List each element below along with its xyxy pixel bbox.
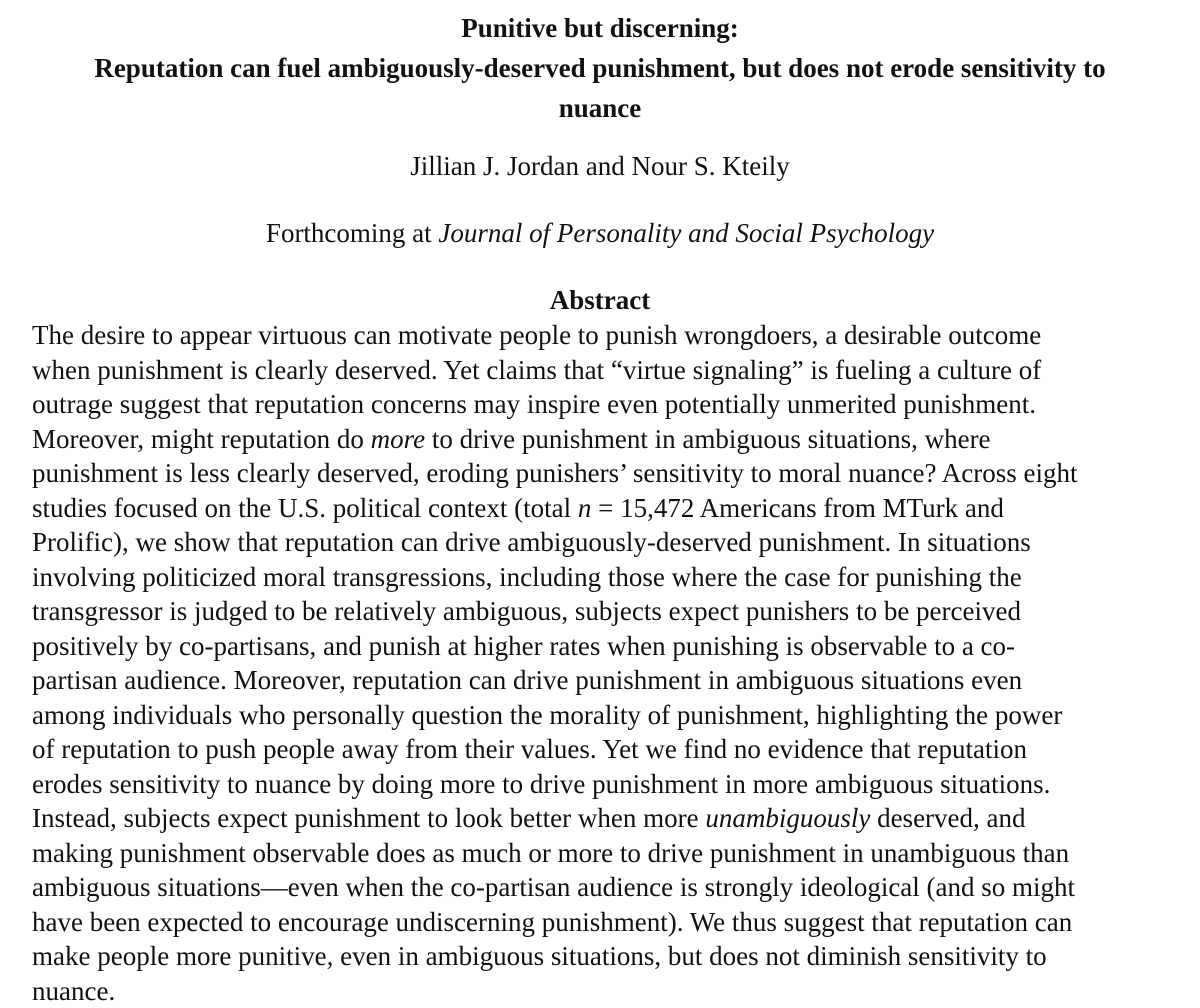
abstract-line: nuance. [32,974,1182,1008]
abstract-line [32,491,1182,526]
abstract-line: partisan audience. Moreover, reputation can drive punishment in ambiguous situations even [32,663,1182,698]
abstract-line: ambiguous situations—even when the co-partisan audience is strongly ideological (and so might [32,870,1182,905]
abstract-heading: Abstract [0,282,1200,318]
abstract-line: have been expected to encourage undiscerning punishment). We thus suggest that reputation can [32,905,1182,940]
abstract-line: The desire to appear virtuous can motivate people to punish wrongdoers, a desirable outcome [32,318,1182,353]
abstract-line: positively by co-partisans, and punish at higher rates when punishing is observable to a co- [32,629,1182,664]
abstract-text-segment: Instead, subjects expect punishment to look better when more [32,803,705,833]
abstract-line: when punishment is clearly deserved. Yet claims that “virtue signaling” is fueling a culture of [32,353,1182,388]
title-line-1: Punitive but discerning: [30,8,1170,48]
title-line-2: Reputation can fuel ambiguously-deserved punishment, but does not erode sensitivity to [30,48,1170,88]
abstract-text [32,318,1182,1008]
abstract-line: make people more punitive, even in ambiguous situations, but does not diminish sensitivity to [32,939,1182,974]
abstract-line: erodes sensitivity to nuance by doing more to drive punishment in more ambiguous situations. [32,767,1182,802]
abstract-line [32,801,1182,836]
abstract-line: involving politicized moral transgressions, including those where the case for punishing the [32,560,1182,595]
journal-name: Journal of Personality and Social Psychology [438,218,934,248]
abstract-line: transgressor is judged to be relatively ambiguous, subjects expect punishers to be perceived [32,594,1182,629]
abstract-text-segment: to drive punishment in ambiguous situations, where [425,424,990,454]
emphasis-unambiguously: unambiguously [705,803,870,833]
abstract-text-segment: studies focused on the U.S. political context (total [32,493,578,523]
paper-title [30,8,1170,128]
emphasis-more: more [371,424,426,454]
venue-prefix: Forthcoming at [266,218,438,248]
author-list: Jillian J. Jordan and Nour S. Kteily [0,148,1200,184]
abstract-text-segment: = 15,472 Americans from MTurk and [591,493,1003,523]
abstract-line: Prolific), we show that reputation can drive ambiguously-deserved punishment. In situations [32,525,1182,560]
abstract-line: punishment is less clearly deserved, eroding punishers’ sensitivity to moral nuance? Across eight [32,456,1182,491]
sample-size-symbol: n [578,493,592,523]
abstract-line: outrage suggest that reputation concerns may inspire even potentially unmerited punishment. [32,387,1182,422]
publication-venue [0,215,1200,251]
abstract-text-segment: Moreover, might reputation do [32,424,371,454]
abstract-line: among individuals who personally question the morality of punishment, highlighting the power [32,698,1182,733]
abstract-line [32,422,1182,457]
abstract-line: making punishment observable does as much or more to drive punishment in unambiguous than [32,836,1182,871]
abstract-line: of reputation to push people away from their values. Yet we find no evidence that reputation [32,732,1182,767]
abstract-text-segment: deserved, and [870,803,1025,833]
title-line-3: nuance [30,88,1170,128]
